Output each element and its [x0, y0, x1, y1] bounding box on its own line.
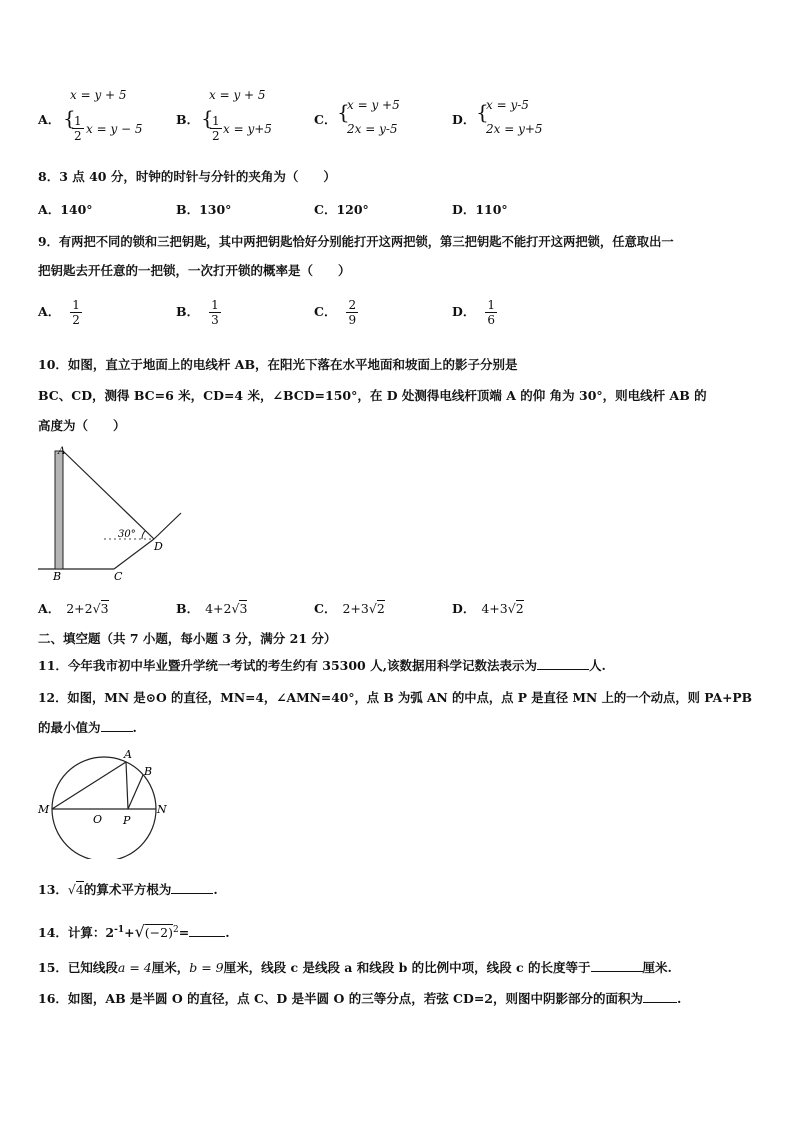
- q16-blank: [643, 990, 677, 1003]
- q12-stem-line2: 的最小值为 .: [38, 720, 137, 735]
- q7-c-brace: {: [337, 100, 350, 124]
- q7-a-eq1: x = y + 5: [70, 88, 127, 102]
- q9-option-c: C． $\frac{2}{9}$: [314, 298, 357, 327]
- label-d: D: [154, 540, 163, 553]
- label-c: C: [114, 570, 123, 583]
- label-n: N: [157, 803, 167, 816]
- q8-option-b: B．130°: [176, 202, 232, 217]
- q12-figure: [36, 745, 168, 859]
- label-a: A: [58, 446, 66, 457]
- q12-blank: [101, 719, 133, 732]
- q9-stem-line1: 9．有两把不同的锁和三把钥匙，其中两把钥匙恰好分别能打开这两把锁，第三把钥匙不能打开这两把锁，任意取出一: [38, 234, 674, 249]
- q9-option-d: D． $\frac{1}{6}$: [452, 298, 495, 327]
- section-2-heading: 二、填空题（共 7 小题，每小题 3 分，满分 21 分）: [38, 631, 337, 646]
- q14-blank: [189, 924, 225, 937]
- q9-option-b: B． $\frac{1}{3}$: [176, 298, 219, 327]
- slope-cd: [114, 539, 154, 569]
- q7-option-c-label: C．: [314, 112, 337, 127]
- q7-b-fraction: $\frac{1}{2}$: [212, 114, 220, 143]
- q7-b-eq1: x = y + 5: [209, 88, 266, 102]
- q7-option-d-label: D．: [452, 112, 476, 127]
- q12-stem-line1: 12．如图，MN 是⊙O 的直径，MN=4，∠AMN=40°，点 B 为弧 AN 的中点，点 P 是直径 MN 上的一个动点，则 PA+PB: [38, 690, 753, 705]
- q16-stem: 16．如图，AB 是半圆 O 的直径，点 C、D 是半圆 O 的三等分点，若弦 CD=2，则图中阴影部分的面积为 .: [38, 991, 682, 1006]
- sun-ray-ad: [63, 451, 154, 539]
- q7-b-eq2: x = y+5: [223, 122, 272, 136]
- label-m: M: [38, 803, 50, 816]
- q10-stem-line1: 10．如图，直立于地面上的电线杆 AB，在阳光下落在水平地面和坡面上的影子分别是: [38, 357, 518, 372]
- q15-stem: 15．已知线段a = 4厘米，b = 9厘米，线段 c 是线段 a 和线段 b 的比例中项，线段 c 的长度等于 厘米.: [38, 960, 672, 975]
- q10-option-a: A． 2+2√3: [38, 601, 109, 616]
- q7-d-brace: {: [476, 100, 489, 124]
- q10-option-b: B． 4+2√3: [176, 601, 248, 616]
- q7-a-eq2: x = y − 5: [86, 122, 143, 136]
- q8-option-c: C．120°: [314, 202, 369, 217]
- segment-pa: [126, 762, 128, 809]
- chord-ma: [52, 762, 126, 809]
- q7-d-eq1: x = y-5: [486, 98, 529, 112]
- q10-stem-line2: BC、CD，测得 BC=6 米，CD=4 米，∠BCD=150°，在 D 处测得电线杆顶端 A 的仰 角为 30°，则电线杆 AB 的: [38, 388, 707, 403]
- label-a: A: [124, 748, 132, 761]
- q7-a-brace: {: [63, 106, 76, 130]
- label-o: O: [93, 813, 103, 826]
- q7-option-a-label: A．: [38, 112, 61, 127]
- q8-option-a: A．140°: [38, 202, 93, 217]
- label-b: B: [53, 570, 62, 583]
- q7-a-fraction: $\frac{1}{2}$: [74, 114, 82, 143]
- q7-b-brace: {: [201, 106, 214, 130]
- q11-stem: 11．今年我市初中毕业暨升学统一考试的考生约有 35300 人,该数据用科学记数法表示为 人.: [38, 658, 606, 673]
- circle-o: [52, 757, 156, 859]
- segment-pb: [128, 775, 143, 809]
- q10-stem-line3: 高度为（ ）: [38, 418, 126, 433]
- q9-option-a: A． $\frac{1}{2}$: [38, 298, 80, 327]
- q7-d-eq2: 2x = y+5: [486, 122, 543, 136]
- q15-blank: [591, 959, 643, 972]
- label-p: P: [123, 814, 131, 827]
- q8-option-d: D．110°: [452, 202, 508, 217]
- q9-stem-line2: 把钥匙去开任意的一把锁，一次打开锁的概率是（ ）: [38, 263, 351, 278]
- q10-figure: [36, 443, 191, 588]
- label-angle: 30°: [118, 529, 136, 540]
- pole-ab: [55, 451, 63, 569]
- q11-blank: [537, 657, 589, 670]
- label-b: B: [144, 765, 153, 778]
- q8-stem: 8．3 点 40 分，时钟的时针与分针的夹角为（ ）: [38, 169, 336, 184]
- q13-blank: [171, 881, 213, 894]
- q10-option-c: C． 2+3√2: [314, 601, 385, 616]
- q7-c-eq1: x = y +5: [347, 98, 400, 112]
- angle-arc: [142, 531, 145, 539]
- q10-option-d: D． 4+3√2: [452, 601, 524, 616]
- q7-c-eq2: 2x = y-5: [347, 122, 398, 136]
- q14-stem: 14．计算：$2^{-1}+√(-2)^2=$ .: [38, 922, 230, 941]
- q7-option-b-label: B．: [176, 112, 200, 127]
- q13-stem: 13．√4的算术平方根为 .: [38, 882, 218, 897]
- slope-extension: [154, 513, 181, 539]
